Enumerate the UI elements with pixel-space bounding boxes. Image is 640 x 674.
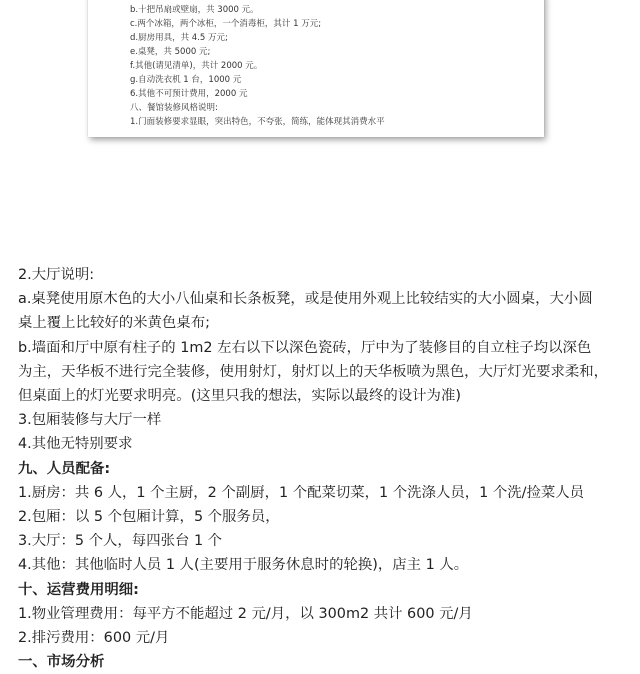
scan-text-line: c.两个冰箱，两个冰柜，一个消毒柜，其计 1 万元; bbox=[130, 19, 322, 29]
paragraph-line: 1.厨房：共 6 人，1 个主厨，2 个副厨，1 个配菜切菜，1 个洗涤人员，1 个洗/捡菜人员 bbox=[18, 484, 585, 501]
scan-text-line: d.厨房用具，共 4.5 万元; bbox=[130, 33, 228, 43]
scan-text-line: g.自动洗衣机 1 台，1000 元 bbox=[130, 75, 242, 85]
paragraph-line: 2.排污费用：600 元/月 bbox=[18, 630, 170, 647]
hall-description-heading: 2.大厅说明: bbox=[18, 267, 95, 283]
paragraph-line: 4.其他无特别要求 bbox=[18, 436, 133, 453]
paragraph-line: 3.包厢装修与大厅一样 bbox=[18, 412, 162, 429]
document-body bbox=[18, 263, 626, 674]
section-heading-market-analysis: 一、市场分析 bbox=[18, 654, 105, 671]
scan-text-line bbox=[130, 0, 540, 2]
paragraph-line: 4.其他：其他临时人员 1 人(主要用于服务休息时的轮换)，店主 1 人。 bbox=[18, 557, 469, 574]
scan-text-line: b.十把吊扇或壁扇，共 3000 元。 bbox=[130, 5, 259, 15]
section-heading-operating-costs: 十、运营费用明细: bbox=[18, 581, 139, 598]
scan-text-line: 八、餐馆装修风格说明: bbox=[130, 103, 218, 113]
paragraph-line: 为主，天华板不进行完全装修，使用射灯，射灯以上的天华板喷为黑色，大厅灯光要求柔和， bbox=[18, 363, 609, 380]
embedded-document-image bbox=[88, 0, 544, 137]
paragraph-line: 1.物业管理费用：每平方不能超过 2 元/月，以 300m2 共计 600 元/月 bbox=[18, 605, 473, 622]
paragraph-line: b.墙面和厅中原有柱子的 1m2 左右以下以深色瓷砖，厅中为了装修目的自立柱子均以深色 bbox=[18, 339, 592, 356]
paragraph-line: 桌上覆上比较好的米黄色桌布; bbox=[18, 315, 210, 332]
paragraph-line: 3.大厅：5 个人，每四张台 1 个 bbox=[18, 533, 223, 550]
paragraph-line: 2.包厢：以 5 个包厢计算，5 个服务员， bbox=[18, 509, 280, 526]
scan-text-line: 6.其他不可预计费用，2000 元 bbox=[130, 89, 248, 99]
scan-text-line: e.桌凳，共 5000 元; bbox=[130, 47, 211, 57]
scan-text-line: 1.门面装修要求显眼，突出特色，不夸张，简练，能体现其消费水平 bbox=[130, 117, 385, 127]
scan-text-line: f.其他(请见清单)，共计 2000 元。 bbox=[130, 61, 263, 71]
paragraph-line: 但桌面上的灯光要求明亮。(这里只我的想法，实际以最终的设计为准) bbox=[18, 388, 461, 405]
section-heading-staffing: 九、人员配备: bbox=[18, 460, 111, 477]
paragraph-line: a.桌凳使用原木色的大小八仙桌和长条板凳，或是使用外观上比较结实的大小圆桌，大小圆 bbox=[18, 291, 593, 308]
